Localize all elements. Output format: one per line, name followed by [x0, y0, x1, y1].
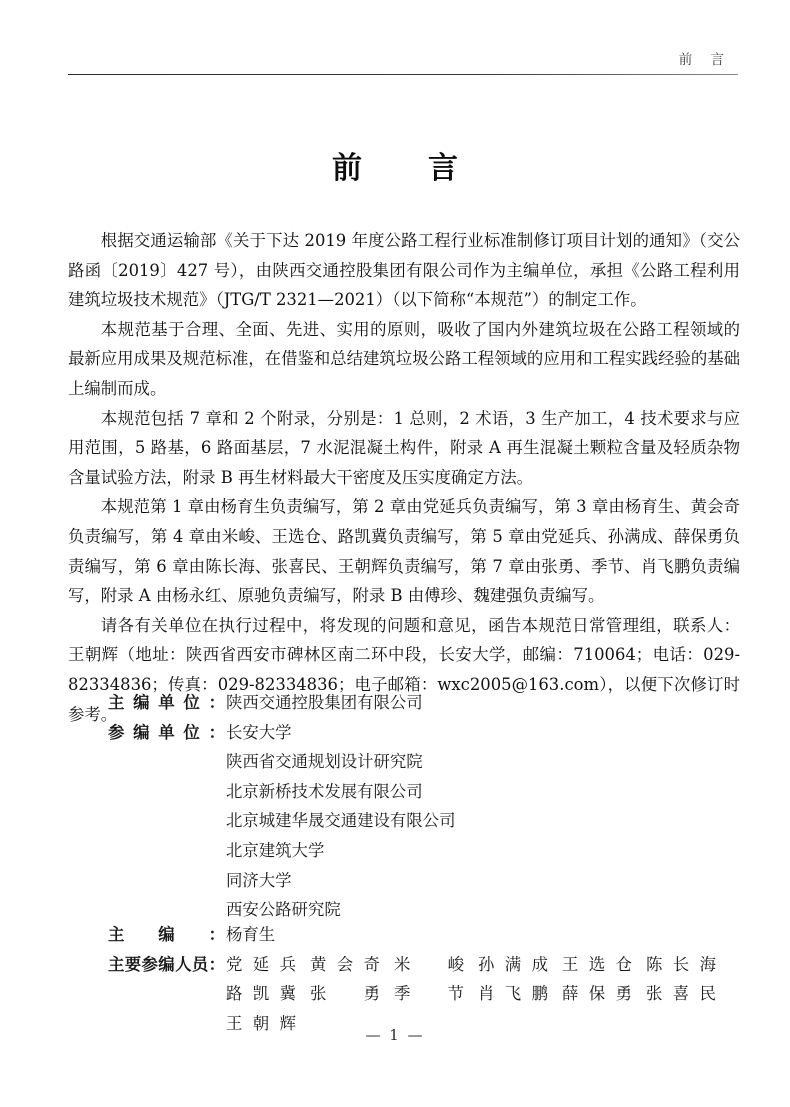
name-char: 黄 — [310, 954, 327, 974]
label-char: 参 — [108, 722, 125, 742]
name-char: 冀 — [279, 984, 296, 1004]
main-participants-label — [108, 950, 225, 980]
participating-unit-row — [108, 836, 748, 866]
name-char: 民 — [699, 984, 716, 1004]
label-char: 主 — [108, 693, 125, 712]
label-char: 人 — [175, 954, 192, 974]
label-char: 参 — [141, 954, 158, 974]
label-colon: ： — [208, 693, 225, 712]
label-char: 主 — [108, 954, 125, 974]
name-char: 王 — [562, 954, 579, 974]
label-spacer — [108, 777, 225, 807]
name-char: 喜 — [672, 984, 690, 1004]
label-colon: ： — [208, 954, 225, 974]
participating-unit-value: 西安公路研究院 — [226, 900, 341, 920]
label-char: 编 — [133, 722, 150, 742]
name-char: 选 — [588, 954, 606, 974]
label-colon: ： — [208, 925, 225, 944]
participant-name — [562, 950, 646, 980]
name-char: 勇 — [615, 984, 632, 1004]
label-char: 员 — [191, 954, 209, 974]
name-char: 满 — [504, 954, 522, 974]
name-char: 鹏 — [531, 984, 548, 1004]
name-char: 成 — [531, 954, 548, 974]
participant-name — [562, 979, 646, 1009]
body-text — [68, 226, 740, 729]
paragraph: 本规范第 1 章由杨育生负责编写，第 2 章由党延兵负责编写，第 3 章由杨育生、黄会奇负责编写，第 4 章由米峻、王选仓、路凯冀负责编写，第 5 章由党延兵、孙满成、薛保勇负责编写，第 6 章由陈长海、张喜民、王朝辉负责编写，第 7 章由张勇、季节、肖飞鹏负责编写，附录 A 由杨永红、原驰负责编写，附录 B 由傅珍、魏建强负责编写。 — [68, 497, 740, 606]
name-char: 凯 — [252, 984, 270, 1004]
participant-name — [310, 950, 394, 980]
name-char: 张 — [646, 984, 663, 1004]
label-spacer — [108, 806, 225, 836]
participating-unit-row — [108, 747, 748, 777]
main-participants-row — [108, 950, 748, 980]
name-char: 薛 — [562, 984, 579, 1004]
label-char: 要 — [124, 954, 142, 974]
label-spacer — [108, 866, 225, 896]
page-number: — 1 — — [365, 1026, 425, 1044]
name-char: 勇 — [363, 984, 380, 1004]
chief-editor-row — [108, 920, 748, 950]
chief-editor-label — [108, 920, 225, 950]
participating-unit-value: 陕西省交通规划设计研究院 — [226, 752, 423, 772]
name-char: 陈 — [646, 954, 663, 974]
participating-unit-value: 北京建筑大学 — [226, 840, 325, 860]
chief-unit-value: 陕西交通控股集团有限公司 — [226, 693, 423, 712]
page-header — [68, 48, 738, 78]
participant-names-row — [108, 979, 748, 1009]
participating-units-row — [108, 718, 748, 748]
label-char: 位 — [183, 722, 200, 742]
label-spacer — [108, 836, 225, 866]
name-char: 海 — [699, 954, 716, 974]
name-char: 朝 — [252, 1013, 270, 1033]
label-spacer — [108, 979, 225, 1009]
name-char: 党 — [226, 954, 243, 974]
participant-name — [394, 979, 478, 1009]
name-char: 路 — [226, 984, 243, 1004]
participant-name — [226, 950, 310, 980]
label-colon: ： — [208, 722, 225, 742]
label-spacer — [108, 747, 225, 777]
label-char: 编 — [158, 954, 175, 974]
participating-unit-value: 北京城建华晟交通建设有限公司 — [226, 811, 456, 831]
name-char: 辉 — [279, 1013, 296, 1033]
participant-name — [226, 979, 310, 1009]
name-char: 会 — [336, 954, 354, 974]
name-char: 季 — [394, 984, 411, 1004]
name-grid — [226, 950, 748, 980]
name-char: 兵 — [279, 954, 296, 974]
label-char: 编 — [158, 925, 175, 944]
chief-unit-row — [108, 688, 748, 718]
participating-unit-value: 同济大学 — [226, 870, 292, 890]
paragraph: 根据交通运输部《关于下达 2019 年度公路工程行业标准制修订项目计划的通知》（交公路函〔2019〕427 号），由陕西交通控股集团有限公司作为主编单位，承担《公路工程利用建筑垃圾技术规范》（JTG/T 2321—2021）（以下简称“本规范”）的制定工作。 — [68, 231, 740, 310]
participating-unit-row — [108, 866, 748, 896]
label-char: 编 — [133, 693, 150, 712]
chief-editor-value: 杨育生 — [226, 925, 276, 944]
header-rule — [68, 74, 738, 75]
label-char: 位 — [183, 693, 200, 712]
label-char: 单 — [158, 722, 175, 742]
participant-name — [478, 950, 562, 980]
participating-units-label — [108, 718, 225, 748]
paragraph: 本规范基于合理、全面、先进、实用的原则，吸收了国内外建筑垃圾在公路工程领域的最新应用成果及规范标准，在借鉴和总结建筑垃圾公路工程领域的应用和工程实践经验的基础上编制而成。 — [68, 319, 741, 398]
name-char: 保 — [588, 984, 606, 1004]
paragraph: 本规范包括 7 章和 2 个附录，分别是：1 总则，2 术语，3 生产加工，4 技术要求与应用范围，5 路基，6 路面基层，7 水泥混凝土构件，附录 A 再生混凝土颗粒含量及轻质杂物含量试验方法，附录 B 再生材料最大干密度及压实度确定方法。 — [68, 408, 740, 487]
label-char: 主 — [108, 925, 125, 944]
participating-unit-row — [108, 777, 748, 807]
participant-name — [310, 979, 394, 1009]
participant-names-cells — [225, 979, 748, 1009]
label-char: 单 — [158, 693, 175, 712]
page-title: 前 言 — [332, 151, 476, 186]
name-char: 奇 — [363, 954, 380, 974]
chief-unit-label — [108, 688, 225, 718]
name-char: 仓 — [615, 954, 632, 974]
participant-name — [646, 979, 730, 1009]
participating-unit-value: 长安大学 — [226, 722, 292, 742]
name-char: 长 — [672, 954, 690, 974]
participating-unit-row — [108, 806, 748, 836]
credits-block — [108, 688, 748, 925]
participant-name — [394, 950, 478, 980]
name-char: 王 — [226, 1013, 243, 1033]
participant-name — [478, 979, 562, 1009]
participating-unit-value: 北京新桥技术发展有限公司 — [226, 781, 423, 801]
name-char: 肖 — [478, 984, 495, 1004]
name-char: 峻 — [447, 954, 464, 974]
name-char: 节 — [447, 984, 464, 1004]
name-grid — [226, 979, 748, 1009]
participant-names-row — [225, 950, 748, 980]
editors-block — [108, 920, 748, 1038]
name-char: 飞 — [504, 984, 522, 1004]
running-header-title: 前 言 — [678, 52, 731, 68]
paragraph: 请各有关单位在执行过程中，将发现的问题和意见，函告本规范日常管理组，联系人：王朝辉（地址：陕西省西安市碑林区南二环中段，长安大学，邮编：710064；电话：029-82334836；传真：029-82334836；电子邮箱：wxc2005@163.com），以便下次修订时参考。 — [68, 615, 740, 724]
name-char: 孙 — [478, 954, 495, 974]
participant-name — [646, 950, 730, 980]
name-char: 米 — [394, 954, 411, 974]
name-char: 张 — [310, 984, 327, 1004]
name-char: 延 — [252, 954, 270, 974]
